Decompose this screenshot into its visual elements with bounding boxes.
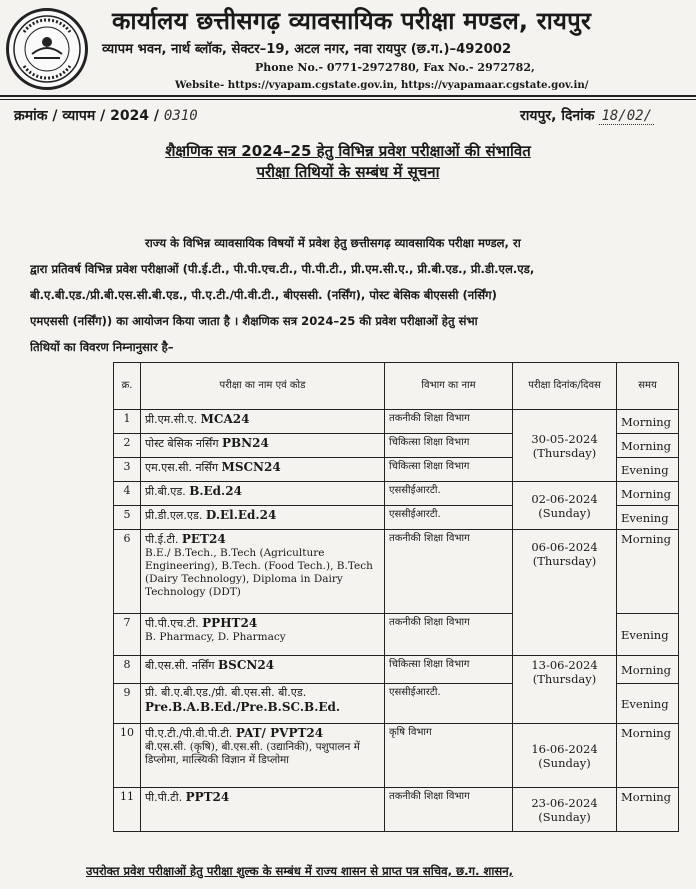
row-serial: 5 [114,506,141,530]
row-time: Evening [617,458,679,482]
row-time: Morning [617,788,679,832]
paragraph-line: द्वारा प्रतिवर्ष विभिन्न प्रवेश परीक्षाओं (पी.ई.टी., पी.पी.एच.टी., पी.पी.टी., प्री.एम.सी.ए., प्री.बी.एड., प्री.डी.एल.एड, [30,262,535,276]
row-time: Morning [617,724,679,788]
exam-name: एम.एस.सी. नर्सिंग [145,461,219,474]
row-date [513,656,617,724]
exam-code: PPHT24 [202,616,258,630]
table-row [114,410,679,434]
row-dept: एससीईआरटी. [385,482,513,506]
paragraph-line: राज्य के विभिन्न व्यावसायिक विषयों में प्रवेश हेतु छत्तीसगढ़ व्यावसायिक परीक्षा मण्डल, रा [145,236,521,250]
header-dept: विभाग का नाम [385,363,513,410]
row-dept: तकनीकी शिक्षा विभाग [385,614,513,656]
row-time: Morning [617,530,679,614]
table-row [114,788,679,832]
table-row [114,656,679,684]
reference-handwritten-number: 0310 [163,108,198,124]
header-rule-thin [0,99,696,100]
row-time: Morning [617,482,679,506]
row-exam [141,458,385,482]
exam-day: (Thursday) [532,445,597,460]
exam-date: 23-06-2024 [531,795,598,810]
paragraph-line: बी.ए.बी.एड./प्री.बी.एस.सी.बी.एड., पी.ए.टी./पी.वी.टी., बीएससी. (नर्सिंग), पोस्ट बेसिक बीएससी (नर्सिंग) [30,288,497,302]
table-row [114,724,679,788]
footer-paragraph [86,864,696,879]
exam-code: PBN24 [222,436,269,450]
exam-day: (Sunday) [538,755,591,770]
exam-day: (Thursday) [532,672,597,686]
row-serial: 7 [114,614,141,656]
row-date [513,724,617,788]
exam-name: पी.पी.एच.टी. [145,617,199,630]
office-address: व्यापम भवन, नार्थ ब्लॉक, सेक्टर–19, अटल नगर, नवा रायपुर (छ.ग.)–492002 [102,42,512,57]
reference-prefix: क्रमांक / व्यापम / 2024 / [14,108,160,124]
subject-line-2: परीक्षा तिथियों के सम्बंध में सूचना [256,163,440,181]
exam-name: पी.ए.टी./पी.वी.पी.टी. [145,727,233,740]
header-date: परीक्षा दिनांक/दिवस [513,363,617,410]
exam-name: प्री.बी.एड. [145,485,186,498]
emblem-icon [10,12,84,86]
subject-heading [0,141,696,183]
row-time: Evening [617,614,679,656]
exam-code: MSCN24 [221,460,281,474]
office-title: कार्यालय छत्तीसगढ़ व्यावसायिक परीक्षा मण्डल, रायपुर [112,7,591,35]
handwritten-date: 18/02/ [601,108,653,124]
header-time: समय [617,363,679,410]
row-dept: तकनीकी शिक्षा विभाग [385,530,513,614]
row-exam [141,788,385,832]
row-dept: तकनीकी शिक्षा विभाग [385,410,513,434]
exam-name: प्री.एम.सी.ए. [145,413,198,426]
row-date [513,530,617,656]
row-date [513,788,617,832]
row-exam [141,530,385,614]
row-serial: 9 [114,684,141,724]
paragraph-line: एमएससी (नर्सिंग)) का आयोजन किया जाता है । शैक्षणिक सत्र 2024–25 की प्रवेश परीक्षाओं हेतु संभा [30,314,478,328]
exam-name: बी.एस.सी. नर्सिंग [145,659,215,672]
row-date [513,410,617,482]
row-exam [141,506,385,530]
exam-name: पोस्ट बेसिक नर्सिंग [145,437,219,450]
row-dept: चिकित्सा शिक्षा विभाग [385,458,513,482]
row-exam [141,614,385,656]
exam-date: 02-06-2024 [531,491,598,506]
exam-courses: B. Pharmacy, D. Pharmacy [145,631,286,643]
reference-number [14,106,198,125]
exam-code: B.Ed.24 [189,484,242,498]
row-time: Morning [617,434,679,458]
row-dept: चिकित्सा शिक्षा विभाग [385,434,513,458]
office-website: Website- https://vyapam.cgstate.gov.in, https://vyapamaar.cgstate.gov.in/ [175,79,589,91]
exam-date: 06-06-2024 [531,540,598,554]
office-phone: Phone No.- 0771-2972780, Fax No.- 2972782, [255,61,535,74]
header-serial: क्र. [114,363,141,410]
exam-code: MCA24 [200,412,250,426]
row-time: Evening [617,506,679,530]
footer-text: उपरोक्त प्रवेश परीक्षाओं हेतु परीक्षा शुल्क के सम्बंध में राज्य शासन से प्राप्त पत्र सचिव, छ.ग. शासन, [86,864,514,878]
exam-name: प्री.डी.एल.एड. [145,509,203,522]
row-dept: तकनीकी शिक्षा विभाग [385,788,513,832]
row-time: Morning [617,656,679,684]
paragraph-line: तिथियों का विवरण निम्नानुसार है– [30,340,174,354]
table-row [114,530,679,614]
intro-paragraph [30,230,696,360]
exam-code: Pre.B.A.B.Ed./Pre.B.SC.B.Ed. [145,700,341,714]
row-serial: 6 [114,530,141,614]
exam-name: प्री. बी.ए.बी.एड./प्री. बी.एस.सी. बी.एड. [145,686,307,699]
header-rule [0,95,696,97]
row-exam [141,724,385,788]
row-serial: 10 [114,724,141,788]
row-dept: एससीईआरटी. [385,684,513,724]
row-serial: 4 [114,482,141,506]
vyapam-logo [6,8,88,90]
row-time: Evening [617,684,679,724]
row-dept: एससीईआरटी. [385,506,513,530]
exam-courses: बी.एस.सी. (कृषि), बी.एस.सी. (उद्यानिकी), पशुपालन में डिप्लोमा, मात्स्यिकी विज्ञान में डिप्लोमा [145,741,360,766]
row-serial: 8 [114,656,141,684]
exam-code: PAT/ PVPT24 [235,726,324,740]
exam-date: 16-06-2024 [531,741,598,756]
exam-date: 30-05-2024 [531,431,598,446]
subject-line-1: शैक्षणिक सत्र 2024–25 हेतु विभिन्न प्रवेश परीक्षाओं की संभावित [165,142,531,160]
row-dept: चिकित्सा शिक्षा विभाग [385,656,513,684]
row-serial: 2 [114,434,141,458]
place-date-label: रायपुर, दिनांक [520,108,595,124]
row-exam [141,434,385,458]
place-date [520,106,654,125]
exam-date: 13-06-2024 [531,658,598,672]
exam-code: PPT24 [185,790,230,804]
row-exam [141,482,385,506]
exam-code: PET24 [181,532,226,546]
row-time: Morning [617,410,679,434]
row-serial: 3 [114,458,141,482]
row-exam [141,684,385,724]
row-serial: 11 [114,788,141,832]
exam-schedule-table [113,362,679,832]
exam-name: पी.ई.टी. [145,533,179,546]
exam-day: (Sunday) [538,505,591,520]
table-row [114,482,679,506]
exam-day: (Thursday) [532,554,597,568]
row-dept: कृषि विभाग [385,724,513,788]
row-serial: 1 [114,410,141,434]
exam-code: D.El.Ed.24 [205,508,277,522]
row-date [513,482,617,530]
exam-name: पी.पी.टी. [145,791,183,804]
row-exam [141,656,385,684]
table-header-row [114,363,679,410]
exam-courses: B.E./ B.Tech., B.Tech (Agriculture Engineering), B.Tech. (Food Tech.), B.Tech (Dairy Technology), Diploma in Dairy Technology (DDT) [145,547,373,598]
header-exam: परीक्षा का नाम एवं कोड [141,363,385,410]
row-exam [141,410,385,434]
exam-code: BSCN24 [218,658,275,672]
exam-day: (Sunday) [538,809,591,824]
